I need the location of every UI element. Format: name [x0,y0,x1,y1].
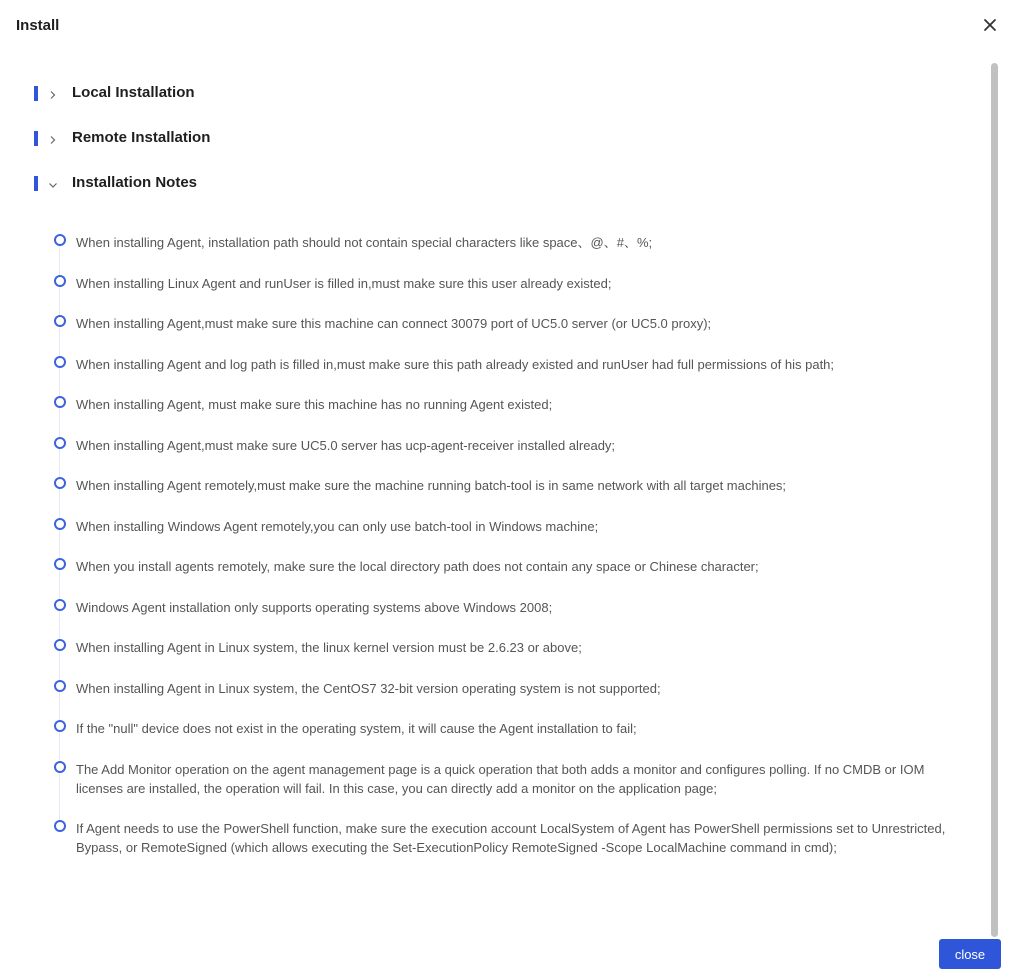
note-text: When installing Agent in Linux system, the linux kernel version must be 2.6.23 or above; [76,640,582,655]
circle-icon [54,275,66,287]
section-remote-installation[interactable] [34,128,534,148]
circle-icon [54,518,66,530]
section-local-installation[interactable] [34,83,534,103]
section-label: Installation Notes [72,174,198,191]
close-icon[interactable] [979,14,1001,36]
chevron-right-icon [48,87,58,97]
section-label: Remote Installation [72,129,211,146]
circle-icon [54,558,66,570]
note-text: When installing Agent and log path is filled in,must make sure this path already existed and runUser had full permissions of his path; [76,357,835,372]
section-accent-bar [34,131,38,146]
circle-icon [54,315,66,327]
dialog-body [0,60,990,940]
note-text: When installing Windows Agent remotely,you can only use batch-tool in Windows machine; [76,519,599,534]
note-text: Windows Agent installation only supports operating systems above Windows 2008; [76,600,553,615]
close-button[interactable]: close [939,939,1001,969]
circle-icon [54,234,66,246]
note-text: When installing Agent,must make sure this machine can connect 30079 port of UC5.0 server (or UC5.0 proxy); [76,316,712,331]
section-label: Local Installation [72,84,195,101]
section-installation-notes[interactable] [34,173,534,193]
note-text: The Add Monitor operation on the agent management page is a quick operation that both adds a monitor and configures polling. If no CMDB or IOM licenses are installed, the operation will fail. In this case, you can directly add a monitor on the application page; [76,762,925,796]
note-text: When installing Agent,must make sure UC5.0 server has ucp-agent-receiver installed already; [76,438,616,453]
circle-icon [54,396,66,408]
circle-icon [54,680,66,692]
circle-icon [54,477,66,489]
note-text: When installing Agent remotely,must make sure the machine running batch-tool is in same network with all target machines; [76,478,787,493]
dialog-header [0,0,1022,52]
note-text: When installing Linux Agent and runUser is filled in,must make sure this user already existed; [76,276,612,291]
section-accent-bar [34,86,38,101]
timeline-line [59,246,60,826]
dialog-title: Install [16,17,60,34]
circle-icon [54,761,66,773]
circle-icon [54,820,66,832]
circle-icon [54,639,66,651]
note-text: When you install agents remotely, make sure the local directory path does not contain any space or Chinese character; [76,559,759,574]
circle-icon [54,599,66,611]
note-text: If Agent needs to use the PowerShell function, make sure the execution account LocalSystem of Agent has PowerShell permissions set to Unrestricted, Bypass, or RemoteSigned (which allows executing the Set-ExecutionPolicy RemoteSigned -Scope LocalMachine command in cmd); [76,821,946,855]
note-text: When installing Agent in Linux system, the CentOS7 32-bit version operating system is not supported; [76,681,661,696]
circle-icon [54,356,66,368]
note-text: When installing Agent, installation path should not contain special characters like space、@、#、%; [76,235,653,250]
note-text: If the "null" device does not exist in the operating system, it will cause the Agent installation to fail; [76,721,637,736]
chevron-right-icon [48,132,58,142]
chevron-down-icon [48,177,58,187]
section-accent-bar [34,176,38,191]
note-text: When installing Agent, must make sure this machine has no running Agent existed; [76,397,553,412]
scrollbar-thumb[interactable] [991,63,998,937]
circle-icon [54,720,66,732]
circle-icon [54,437,66,449]
